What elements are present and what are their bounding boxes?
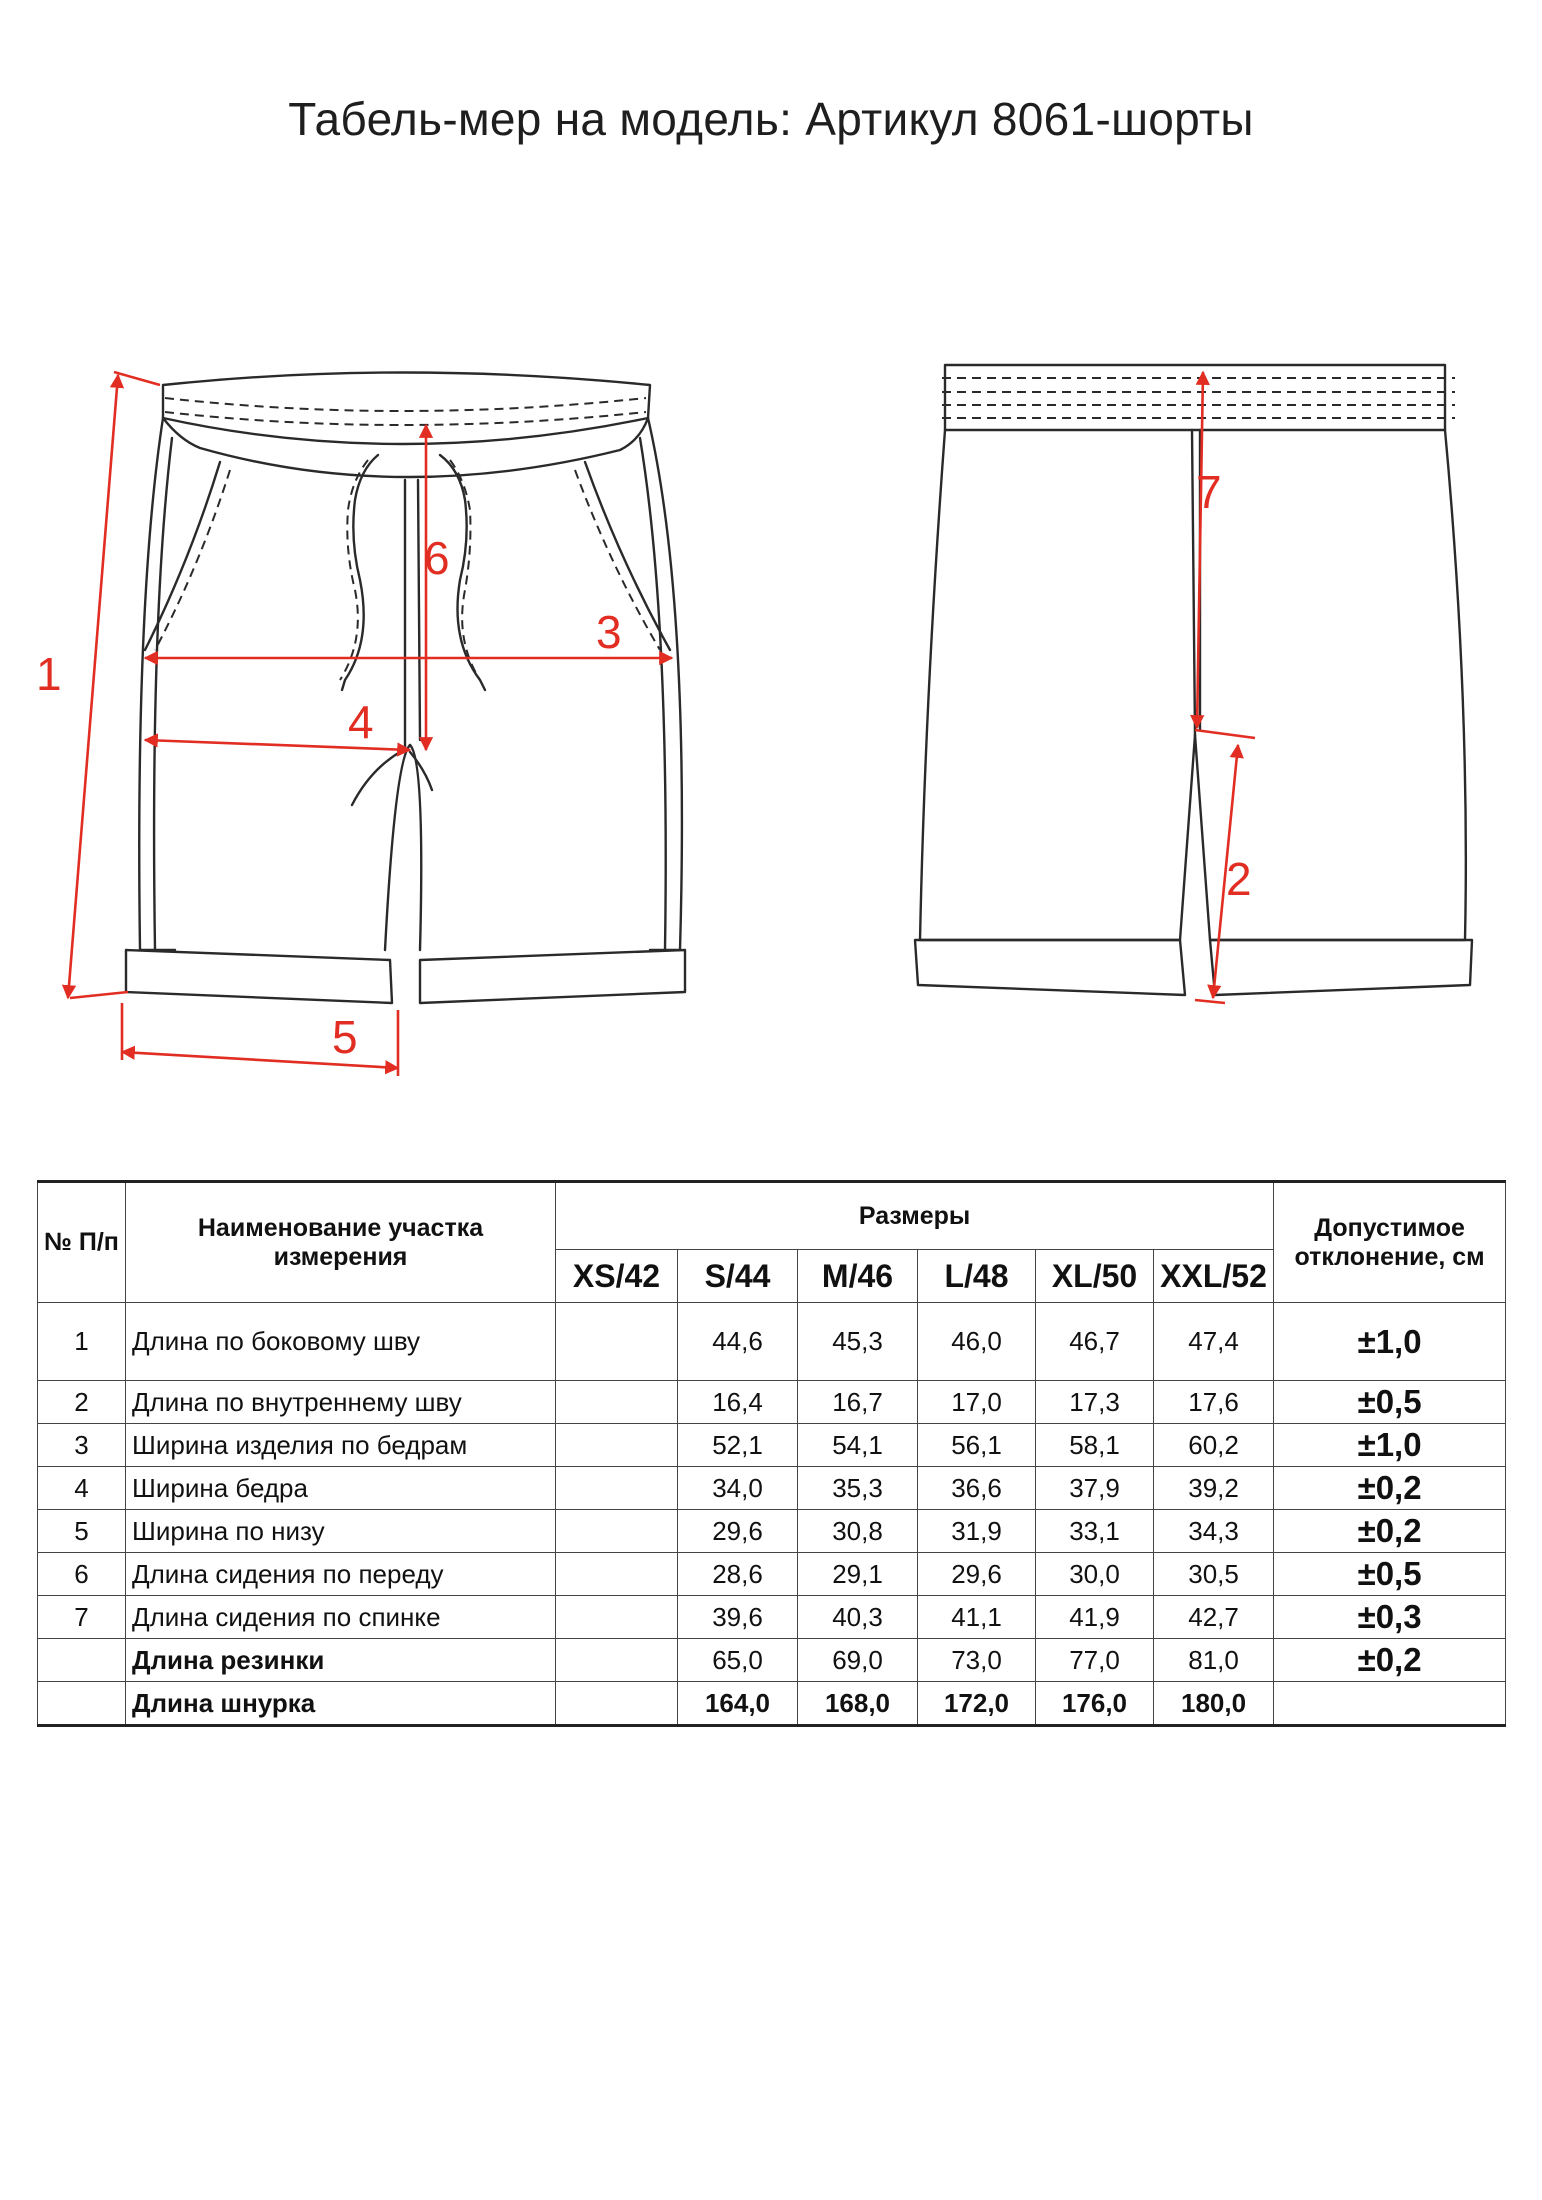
size-value: 60,2	[1154, 1424, 1274, 1467]
table-row	[38, 1682, 1506, 1726]
tolerance-value	[1274, 1682, 1506, 1726]
size-header: M/46	[798, 1250, 918, 1303]
size-value: 73,0	[918, 1639, 1036, 1682]
measurement-lines	[68, 372, 1255, 1076]
row-number: 3	[38, 1424, 126, 1467]
size-value: 37,9	[1036, 1467, 1154, 1510]
size-header: XL/50	[1036, 1250, 1154, 1303]
row-name: Длина сидения по спинке	[126, 1596, 556, 1639]
tolerance-value: ±0,2	[1274, 1639, 1506, 1682]
size-value: 31,9	[918, 1510, 1036, 1553]
size-value	[556, 1639, 678, 1682]
size-value: 29,6	[678, 1510, 798, 1553]
size-header: S/44	[678, 1250, 798, 1303]
size-value: 41,9	[1036, 1596, 1154, 1639]
size-value	[556, 1424, 678, 1467]
table-row	[38, 1424, 1506, 1467]
size-value	[556, 1467, 678, 1510]
size-value	[556, 1682, 678, 1726]
page-title: Табель-мер на модель: Артикул 8061-шорты	[288, 93, 1254, 145]
col-sizes-header: Размеры	[556, 1182, 1274, 1250]
size-value: 16,7	[798, 1381, 918, 1424]
size-value: 30,8	[798, 1510, 918, 1553]
table-row	[38, 1596, 1506, 1639]
size-value: 30,5	[1154, 1553, 1274, 1596]
size-value: 16,4	[678, 1381, 798, 1424]
row-name: Ширина изделия по бедрам	[126, 1424, 556, 1467]
row-number: 4	[38, 1467, 126, 1510]
marker-5: 5	[332, 1011, 358, 1063]
size-value: 41,1	[918, 1596, 1036, 1639]
size-value: 172,0	[918, 1682, 1036, 1726]
size-value: 40,3	[798, 1596, 918, 1639]
size-value: 168,0	[798, 1682, 918, 1726]
size-value: 34,0	[678, 1467, 798, 1510]
size-value: 17,3	[1036, 1381, 1154, 1424]
row-name: Длина по внутреннему шву	[126, 1381, 556, 1424]
size-value	[556, 1553, 678, 1596]
tolerance-value: ±0,2	[1274, 1510, 1506, 1553]
front-view-sketch	[126, 373, 685, 1004]
back-view-sketch	[915, 365, 1472, 995]
marker-6: 6	[424, 532, 450, 584]
row-number: 7	[38, 1596, 126, 1639]
row-name: Длина резинки	[126, 1639, 556, 1682]
size-value: 29,1	[798, 1553, 918, 1596]
tolerance-value: ±0,5	[1274, 1381, 1506, 1424]
tolerance-value: ±0,2	[1274, 1467, 1506, 1510]
col-num-header: № П/п	[38, 1182, 126, 1303]
col-tolerance-header: Допустимое отклонение, см	[1274, 1182, 1506, 1303]
size-value: 29,6	[918, 1553, 1036, 1596]
size-value: 35,3	[798, 1467, 918, 1510]
size-value: 30,0	[1036, 1553, 1154, 1596]
size-value: 77,0	[1036, 1639, 1154, 1682]
size-value	[556, 1596, 678, 1639]
tolerance-value: ±0,5	[1274, 1553, 1506, 1596]
marker-7: 7	[1196, 466, 1222, 518]
size-value: 36,6	[918, 1467, 1036, 1510]
col-name-header: Наименование участка измерения	[126, 1182, 556, 1303]
marker-1: 1	[36, 648, 62, 700]
size-value: 52,1	[678, 1424, 798, 1467]
row-number: 6	[38, 1553, 126, 1596]
row-number: 5	[38, 1510, 126, 1553]
row-number	[38, 1639, 126, 1682]
size-header: L/48	[918, 1250, 1036, 1303]
size-header: XXL/52	[1154, 1250, 1274, 1303]
marker-4: 4	[348, 696, 374, 748]
size-value: 17,6	[1154, 1381, 1274, 1424]
row-name: Длина шнурка	[126, 1682, 556, 1726]
row-name: Ширина по низу	[126, 1510, 556, 1553]
table-row	[38, 1510, 1506, 1553]
size-value: 180,0	[1154, 1682, 1274, 1726]
size-value	[556, 1381, 678, 1424]
table-row	[38, 1553, 1506, 1596]
size-value: 69,0	[798, 1639, 918, 1682]
size-value: 81,0	[1154, 1639, 1274, 1682]
row-number: 1	[38, 1303, 126, 1381]
size-value: 46,0	[918, 1303, 1036, 1381]
size-value: 46,7	[1036, 1303, 1154, 1381]
table-row	[38, 1303, 1506, 1381]
tolerance-value: ±0,3	[1274, 1596, 1506, 1639]
size-value: 56,1	[918, 1424, 1036, 1467]
size-value: 45,3	[798, 1303, 918, 1381]
row-number	[38, 1682, 126, 1726]
size-value: 58,1	[1036, 1424, 1154, 1467]
table-row	[38, 1639, 1506, 1682]
size-value: 33,1	[1036, 1510, 1154, 1553]
table-header-row	[38, 1182, 1506, 1250]
size-value: 54,1	[798, 1424, 918, 1467]
marker-3: 3	[596, 606, 622, 658]
row-name: Длина сидения по переду	[126, 1553, 556, 1596]
row-name: Длина по боковому шву	[126, 1303, 556, 1381]
size-header: XS/42	[556, 1250, 678, 1303]
size-value: 28,6	[678, 1553, 798, 1596]
table-row	[38, 1467, 1506, 1510]
size-value: 47,4	[1154, 1303, 1274, 1381]
size-chart-table	[37, 1180, 1506, 1727]
size-value: 44,6	[678, 1303, 798, 1381]
size-value: 39,2	[1154, 1467, 1274, 1510]
size-value: 65,0	[678, 1639, 798, 1682]
size-value: 17,0	[918, 1381, 1036, 1424]
size-value: 39,6	[678, 1596, 798, 1639]
size-value: 164,0	[678, 1682, 798, 1726]
size-value	[556, 1303, 678, 1381]
size-value: 42,7	[1154, 1596, 1274, 1639]
size-value: 34,3	[1154, 1510, 1274, 1553]
tolerance-value: ±1,0	[1274, 1303, 1506, 1381]
table-row	[38, 1381, 1506, 1424]
measurement-numbers	[36, 466, 1252, 1063]
tolerance-value: ±1,0	[1274, 1424, 1506, 1467]
row-number: 2	[38, 1381, 126, 1424]
size-value	[556, 1510, 678, 1553]
size-value: 176,0	[1036, 1682, 1154, 1726]
row-name: Ширина бедра	[126, 1467, 556, 1510]
marker-2: 2	[1226, 853, 1252, 905]
